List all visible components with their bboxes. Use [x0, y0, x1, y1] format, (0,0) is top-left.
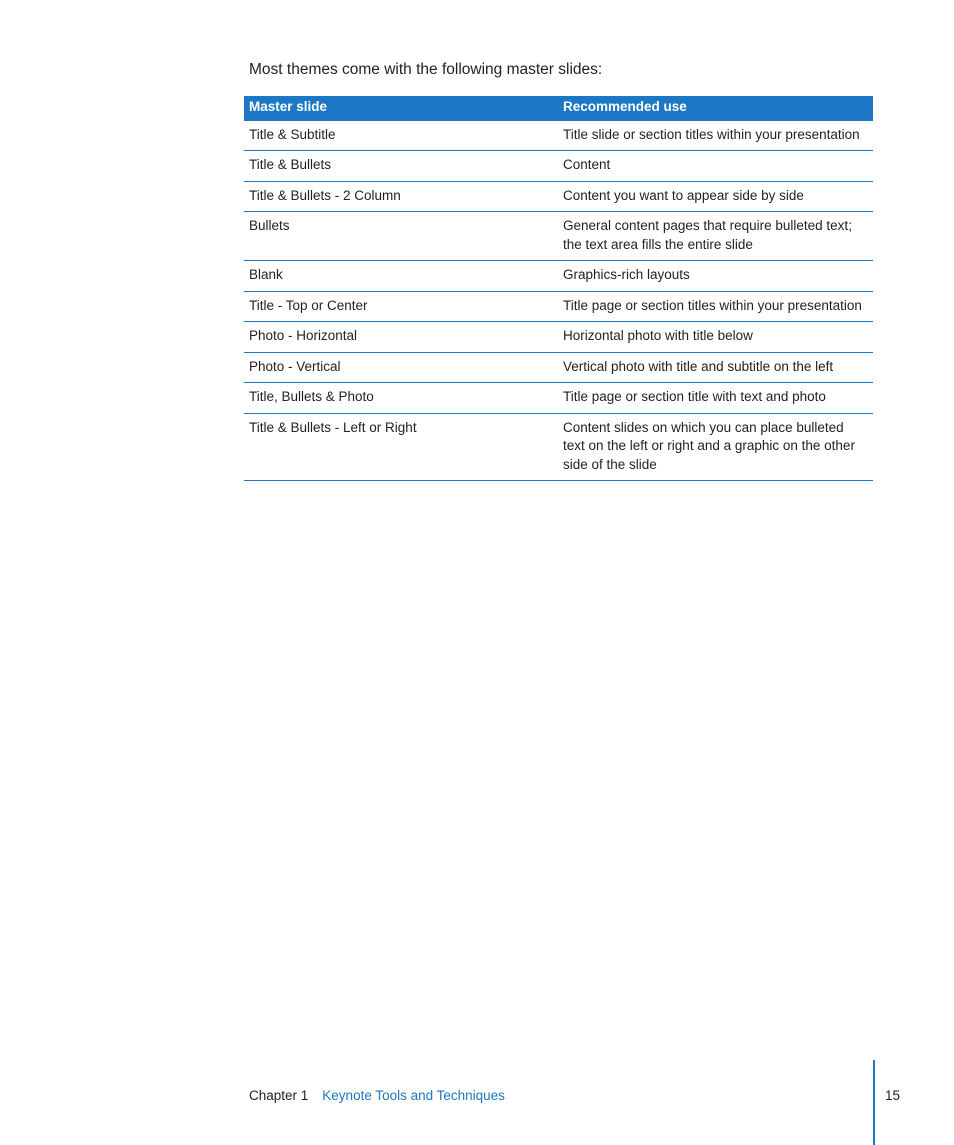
recommended-use-cell: Graphics-rich layouts — [558, 261, 873, 292]
page-footer — [249, 1088, 505, 1103]
recommended-use-cell: General content pages that require bulleted text; the text area fills the entire slide — [558, 212, 873, 261]
table-row — [244, 291, 873, 322]
table-row — [244, 383, 873, 414]
chapter-title: Keynote Tools and Techniques — [322, 1088, 505, 1103]
table-header-row — [244, 96, 873, 121]
column-header-recommended-use: Recommended use — [558, 96, 873, 121]
master-slide-cell: Blank — [244, 261, 558, 292]
table-row — [244, 121, 873, 151]
master-slide-cell: Title - Top or Center — [244, 291, 558, 322]
intro-text: Most themes come with the following master slides: — [249, 61, 603, 78]
page-number-divider — [873, 1060, 875, 1145]
master-slide-cell: Title & Bullets - 2 Column — [244, 181, 558, 212]
recommended-use-cell: Title page or section title with text and photo — [558, 383, 873, 414]
table-row — [244, 151, 873, 182]
master-slide-cell: Bullets — [244, 212, 558, 261]
table-row — [244, 212, 873, 261]
table-row — [244, 413, 873, 481]
master-slide-cell: Title & Subtitle — [244, 121, 558, 151]
master-slide-cell: Title & Bullets - Left or Right — [244, 413, 558, 481]
recommended-use-cell: Vertical photo with title and subtitle on the left — [558, 352, 873, 383]
recommended-use-cell: Title page or section titles within your presentation — [558, 291, 873, 322]
master-slide-cell: Photo - Vertical — [244, 352, 558, 383]
table-row — [244, 352, 873, 383]
recommended-use-cell: Horizontal photo with title below — [558, 322, 873, 353]
table-row — [244, 322, 873, 353]
master-slide-cell: Title & Bullets — [244, 151, 558, 182]
master-slide-cell: Photo - Horizontal — [244, 322, 558, 353]
column-header-master-slide: Master slide — [244, 96, 558, 121]
recommended-use-cell: Title slide or section titles within your presentation — [558, 121, 873, 151]
master-slides-table — [244, 96, 873, 481]
recommended-use-cell: Content — [558, 151, 873, 182]
recommended-use-cell: Content you want to appear side by side — [558, 181, 873, 212]
table-row — [244, 261, 873, 292]
chapter-label: Chapter 1 — [249, 1088, 309, 1103]
master-slide-cell: Title, Bullets & Photo — [244, 383, 558, 414]
page-number: 15 — [885, 1088, 901, 1103]
recommended-use-cell: Content slides on which you can place bulleted text on the left or right and a graphic on the other side of the slide — [558, 413, 873, 481]
table-row — [244, 181, 873, 212]
